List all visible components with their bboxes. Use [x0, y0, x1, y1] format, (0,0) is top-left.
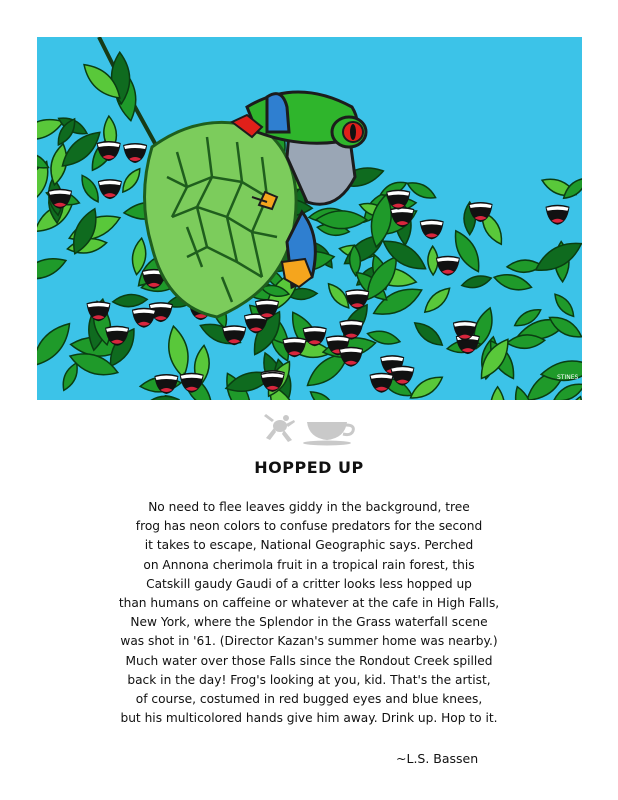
painting: [37, 37, 582, 400]
poem-line: frog has neon colors to confuse predators for the second: [135, 519, 483, 534]
poem-line: No need to flee leaves giddy in the background, tree: [148, 500, 470, 514]
poem-line: New York, where the Splendor in the Grass waterfall scene: [130, 615, 488, 630]
frog-painting-illustration: [37, 37, 582, 400]
poem-line: Catskill gaudy Gaudi of a critter looks less hopped up: [146, 576, 472, 591]
author-signature: ~L.S. Bassen: [396, 751, 479, 766]
coffee-cup-icon: [303, 422, 353, 446]
poem-line: but his multicolored hands give him away. Drink up. Hop to it.: [120, 711, 498, 726]
poem-line: Much water over those Falls since the Rondout Creek spilled: [125, 653, 493, 668]
poem-line: back in the day! Frog's looking at you, kid. That's the artist,: [127, 672, 491, 687]
poem-line: on Annona cherimola fruit in a tropical rain forest, this: [143, 557, 475, 572]
artist-signature: STINES: [557, 374, 579, 381]
poem-line: of course, costumed in red bugged eyes and blue knees,: [135, 691, 483, 706]
poem-body: [0, 498, 618, 728]
frog-icon: [264, 414, 295, 442]
poem-line: it takes to escape, National Geographic says. Perched: [144, 538, 474, 553]
poem-line: was shot in '61. (Director Kazan's summer home was nearby.): [120, 634, 498, 649]
poem-line: than humans on caffeine or whatever at the cafe in High Falls,: [118, 595, 500, 610]
poem-title: HOPPED UP: [254, 458, 364, 477]
decorative-icons: [262, 410, 357, 446]
